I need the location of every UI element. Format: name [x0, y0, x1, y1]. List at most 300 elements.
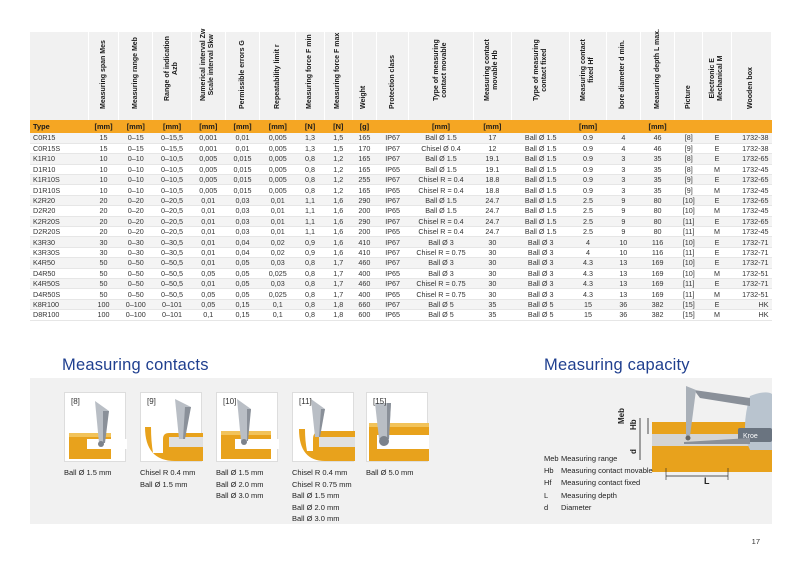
table-cell: 20 [88, 206, 118, 216]
table-cell: 1732-71 [731, 237, 771, 247]
legend-row [544, 453, 653, 465]
table-cell: 410 [352, 247, 376, 257]
table-cell: Ball Ø 5 [512, 310, 570, 320]
table-cell: Ball Ø 1.5 [409, 154, 473, 164]
table-cell: 36 [606, 299, 640, 309]
table-cell: 165 [352, 133, 376, 143]
table-cell: 1,1 [296, 195, 324, 205]
column-header [153, 32, 191, 120]
table-cell: E [703, 143, 731, 153]
table-cell: 13 [606, 289, 640, 299]
table-cell: 4 [570, 237, 606, 247]
table-cell: 1732-71 [731, 278, 771, 288]
type-cell: C0R15 [30, 133, 88, 143]
table-cell: Chisel Ø 0.4 [409, 143, 473, 153]
table-cell: 3 [606, 185, 640, 195]
table-cell: 20 [88, 195, 118, 205]
table-cell: 0,03 [260, 278, 296, 288]
table-cell: 1,5 [324, 143, 352, 153]
table-cell: 0,005 [260, 175, 296, 185]
table-cell: 2.5 [570, 227, 606, 237]
table-cell: 1,1 [296, 227, 324, 237]
table-cell: 400 [352, 268, 376, 278]
legend-key: L [544, 490, 549, 500]
table-cell: 460 [352, 258, 376, 268]
table-cell: [8] [675, 164, 703, 174]
table-cell: 0,005 [260, 154, 296, 164]
table-cell: 169 [640, 289, 674, 299]
contact-label: Ball Ø 1.5 mm [64, 468, 112, 477]
table-cell: 0–10 [119, 185, 153, 195]
unit-cell: [N] [296, 120, 324, 133]
table-cell: Chisel R = 0.4 [409, 185, 473, 195]
table-cell: 116 [640, 237, 674, 247]
table-cell: 1,3 [296, 143, 324, 153]
table-cell: 0.9 [570, 175, 606, 185]
table-cell: 1732-65 [731, 175, 771, 185]
table-cell: Ball Ø 1.5 [512, 164, 570, 174]
table-cell: 1732-65 [731, 195, 771, 205]
legend-row [544, 490, 653, 502]
table-row [30, 227, 772, 237]
table-cell: 13 [606, 278, 640, 288]
table-cell: [10] [675, 237, 703, 247]
table-cell: 1732-45 [731, 164, 771, 174]
table-cell: 0–50,5 [153, 289, 191, 299]
table-cell: 0,01 [191, 206, 225, 216]
table-cell: Chisel R = 0.75 [409, 278, 473, 288]
contact-image-10 [216, 392, 278, 462]
table-cell: 255 [352, 175, 376, 185]
table-row [30, 310, 772, 320]
column-header-label: Repeatability limit r [273, 44, 281, 109]
table-cell: 0,025 [260, 268, 296, 278]
contact-labels-8 [64, 467, 112, 479]
brand-label: Kroe [743, 433, 758, 440]
table-cell: 0,02 [260, 237, 296, 247]
table-cell: 165 [352, 185, 376, 195]
table-cell: Ball Ø 1.5 [512, 185, 570, 195]
table-cell: 0–15 [119, 143, 153, 153]
table-cell: 0,025 [260, 289, 296, 299]
contact-number: [10] [223, 397, 237, 406]
type-cell: D4R50S [30, 289, 88, 299]
contact-number: [8] [71, 397, 80, 406]
table-cell: [11] [675, 289, 703, 299]
column-header [191, 28, 225, 120]
table-cell: M [703, 310, 731, 320]
table-row [30, 216, 772, 226]
table-cell: 1732-45 [731, 206, 771, 216]
table-cell: 1,8 [324, 310, 352, 320]
table-cell: 0,015 [225, 154, 259, 164]
table-cell: 0–50,5 [153, 258, 191, 268]
table-cell: 35 [640, 154, 674, 164]
table-row [30, 268, 772, 278]
contact-label: Chisel R 0.4 mm [140, 468, 196, 477]
table-cell: 15 [88, 143, 118, 153]
legend-text: Diameter [561, 502, 592, 512]
table-cell: 0,01 [191, 247, 225, 257]
table-cell: 0,01 [191, 216, 225, 226]
unit-cell [703, 120, 731, 133]
contact-ball [686, 436, 691, 441]
type-cell: K1R10 [30, 154, 88, 164]
column-header [703, 32, 731, 120]
column-header [606, 32, 640, 120]
table-cell: 0–30 [119, 247, 153, 257]
table-cell: E [703, 237, 731, 247]
type-cell: C0R15S [30, 143, 88, 153]
table-row [30, 299, 772, 309]
type-cell: K3R30S [30, 247, 88, 257]
table-cell: Ball Ø 1.5 [512, 216, 570, 226]
table-cell: 0,01 [225, 143, 259, 153]
d-label: d [629, 449, 638, 454]
unit-cell: [mm] [260, 120, 296, 133]
table-cell: 30 [473, 237, 511, 247]
contact-label: Ball Ø 2.0 mm [216, 479, 264, 489]
table-cell: 0,8 [296, 185, 324, 195]
contact-label: Ball Ø 5.0 mm [366, 468, 414, 477]
unit-cell: [g] [352, 120, 376, 133]
table-cell: 0,04 [225, 247, 259, 257]
column-header-label: Measuring depth L max. [653, 29, 661, 109]
contact-label: Ball Ø 3.0 mm [216, 491, 264, 500]
table-cell: 0–20 [119, 227, 153, 237]
table-cell: 0–101 [153, 310, 191, 320]
table-cell: [11] [675, 227, 703, 237]
table-cell: 100 [88, 299, 118, 309]
gauge-arm-upper [694, 390, 750, 406]
table-cell: 0,01 [260, 206, 296, 216]
table-cell: 1732-45 [731, 227, 771, 237]
table-cell: 0–50 [119, 289, 153, 299]
l-label: L [704, 476, 710, 486]
table-cell: 169 [640, 278, 674, 288]
table-cell: 24.7 [473, 195, 511, 205]
contact-number: [11] [299, 397, 312, 406]
table-cell: 0.9 [570, 185, 606, 195]
type-cell: D2R20 [30, 206, 88, 216]
table-row [30, 247, 772, 257]
table-cell: 0,005 [260, 185, 296, 195]
table-cell: 0,01 [260, 195, 296, 205]
table-row [30, 258, 772, 268]
table-cell: 0,8 [296, 268, 324, 278]
table-cell: 0,8 [296, 154, 324, 164]
contact-number: [15] [373, 397, 387, 406]
table-cell: 0,005 [260, 133, 296, 143]
column-header-label: Measuring range Meb [131, 37, 139, 109]
contact-label: Chisel R 0.4 mm [292, 468, 348, 477]
table-cell: 1,1 [296, 206, 324, 216]
header-row [30, 32, 772, 120]
table-cell: Chisel R = 0.4 [409, 216, 473, 226]
table-cell: 0,01 [191, 195, 225, 205]
table-cell: 0,02 [260, 247, 296, 257]
table-cell: 10 [88, 185, 118, 195]
unit-cell: [mm] [225, 120, 259, 133]
table-cell: 0–20,5 [153, 216, 191, 226]
table-cell: 0–50 [119, 268, 153, 278]
table-cell: 410 [352, 237, 376, 247]
table-row [30, 185, 772, 195]
type-cell: D2R20S [30, 227, 88, 237]
contact-label: Ball Ø 1.5 mm [216, 468, 264, 477]
table-cell: 24.7 [473, 227, 511, 237]
column-header [324, 32, 352, 120]
table-cell: 0,05 [191, 299, 225, 309]
table-cell: 30 [88, 247, 118, 257]
table-cell: 0–20 [119, 206, 153, 216]
table-cell: 3 [606, 154, 640, 164]
table-cell: 30 [473, 247, 511, 257]
column-header [377, 32, 409, 120]
table-row [30, 278, 772, 288]
table-cell: 1,5 [324, 133, 352, 143]
table-cell: 0,05 [191, 268, 225, 278]
column-header [409, 32, 473, 120]
measuring-capacity-title: Measuring capacity [544, 356, 690, 374]
table-cell: 10 [88, 164, 118, 174]
table-cell: 1,3 [296, 133, 324, 143]
table-cell: Ball Ø 1.5 [409, 206, 473, 216]
table-cell: IP65 [377, 206, 409, 216]
page-number: 17 [751, 537, 760, 546]
table-cell: 0,8 [296, 289, 324, 299]
contact-number: [9] [147, 397, 156, 406]
contact-label: Ball Ø 1.5 mm [140, 479, 188, 489]
table-cell: IP67 [377, 154, 409, 164]
table-cell: Ball Ø 1.5 [512, 227, 570, 237]
table-cell: Chisel R = 0.4 [409, 227, 473, 237]
column-header [260, 32, 296, 120]
table-cell: IP65 [377, 289, 409, 299]
table-cell: IP65 [377, 268, 409, 278]
column-header-label: Electronic E Mechanical M [708, 55, 724, 101]
column-header-label: Range of indication Azb [164, 36, 180, 101]
legend-text: Measuring contact fixed [561, 478, 641, 488]
table-cell: 0–15 [119, 133, 153, 143]
table-cell: IP67 [377, 237, 409, 247]
table-cell: 1732-51 [731, 268, 771, 278]
table-cell: 660 [352, 299, 376, 309]
table-row [30, 175, 772, 185]
table-cell: 0–100 [119, 299, 153, 309]
table-cell: 0,05 [225, 289, 259, 299]
table-cell: IP67 [377, 247, 409, 257]
table-cell: 1,6 [324, 195, 352, 205]
table-cell: [9] [675, 143, 703, 153]
table-cell: 10 [88, 154, 118, 164]
table-cell: 35 [473, 299, 511, 309]
table-cell: 1,1 [296, 216, 324, 226]
table-cell: Chisel R = 0.4 [409, 175, 473, 185]
unit-cell: [mm] [640, 120, 674, 133]
table-cell: 1,6 [324, 216, 352, 226]
measuring-contacts-title: Measuring contacts [62, 356, 209, 374]
table-cell: 2.5 [570, 195, 606, 205]
table-cell: 24.7 [473, 206, 511, 216]
table-cell: 0–20,5 [153, 206, 191, 216]
column-header [296, 32, 324, 120]
table-cell: 1732-38 [731, 143, 771, 153]
table-cell: 80 [640, 227, 674, 237]
table-cell: Ball Ø 3 [512, 289, 570, 299]
table-row [30, 289, 772, 299]
legend-row [544, 477, 653, 489]
table-cell: 0–20 [119, 195, 153, 205]
table-cell: 35 [640, 175, 674, 185]
table-cell: 169 [640, 258, 674, 268]
table-cell: 1732-71 [731, 247, 771, 257]
table-cell: 12 [473, 143, 511, 153]
contact-label: Ball Ø 1.5 mm [292, 491, 340, 500]
table-cell: 0–10,5 [153, 164, 191, 174]
table-cell: 0,8 [296, 164, 324, 174]
table-cell: 19.1 [473, 164, 511, 174]
measuring-legend [544, 453, 653, 514]
column-header [570, 32, 606, 120]
table-row [30, 237, 772, 247]
legend-row [544, 502, 653, 514]
table-cell: IP65 [377, 164, 409, 174]
column-header-label: Measuring force F min [306, 34, 314, 109]
table-cell: 0–20,5 [153, 195, 191, 205]
table-cell: 4.3 [570, 278, 606, 288]
table-cell: 13 [606, 258, 640, 268]
table-cell: 0,005 [191, 154, 225, 164]
table-cell: M [703, 268, 731, 278]
table-cell: 1,8 [324, 299, 352, 309]
table-cell: IP67 [377, 299, 409, 309]
table-cell: M [703, 289, 731, 299]
table-cell: E [703, 175, 731, 185]
table-cell: IP67 [377, 143, 409, 153]
contact-labels-11 [292, 467, 352, 525]
table-cell: 460 [352, 278, 376, 288]
type-cell: K3R30 [30, 237, 88, 247]
table-cell: E [703, 278, 731, 288]
table-cell: 0,001 [191, 133, 225, 143]
table-cell: IP67 [377, 133, 409, 143]
unit-cell [675, 120, 703, 133]
table-cell: 382 [640, 299, 674, 309]
table-cell: 0.9 [570, 143, 606, 153]
meb-label: Meb [617, 408, 626, 424]
column-header-label: bore diameter d min. [619, 40, 627, 109]
unit-cell: [mm] [153, 120, 191, 133]
table-cell: Ball Ø 1.5 [409, 164, 473, 174]
table-cell: 1,2 [324, 164, 352, 174]
unit-cell: [mm] [570, 120, 606, 133]
contact-label: Ball Ø 3.0 mm [292, 514, 340, 523]
table-cell: 15 [88, 133, 118, 143]
table-cell: E [703, 216, 731, 226]
table-cell: E [703, 154, 731, 164]
table-cell: 1,2 [324, 154, 352, 164]
table-cell: M [703, 164, 731, 174]
table-cell: 18.8 [473, 185, 511, 195]
table-cell: 0,8 [296, 310, 324, 320]
table-cell: Ball Ø 1.5 [409, 195, 473, 205]
legend-text: Measuring contact movable [561, 466, 653, 476]
table-cell: 0–30,5 [153, 247, 191, 257]
column-header-label: Picture [684, 85, 692, 109]
table-cell: 80 [640, 216, 674, 226]
table-cell: 9 [606, 216, 640, 226]
table-row [30, 143, 772, 153]
table-cell: 2.5 [570, 216, 606, 226]
spec-table-wrap [30, 28, 772, 321]
table-cell: 10 [606, 237, 640, 247]
table-cell: 1732-45 [731, 185, 771, 195]
column-header-label: Type of measuring contact fixed [532, 39, 548, 101]
table-cell: 20 [88, 227, 118, 237]
table-cell: 80 [640, 206, 674, 216]
table-cell: 50 [88, 289, 118, 299]
table-cell: 165 [352, 164, 376, 174]
table-cell: 0,1 [260, 299, 296, 309]
table-cell: 0,15 [225, 310, 259, 320]
table-cell: 46 [640, 133, 674, 143]
column-header-label: Measuring force F max [334, 32, 342, 109]
table-cell: Ball Ø 5 [409, 299, 473, 309]
table-cell: 0,005 [260, 143, 296, 153]
table-cell: 0,01 [191, 237, 225, 247]
table-cell: 200 [352, 227, 376, 237]
table-cell: 4.3 [570, 289, 606, 299]
table-cell: 17 [473, 133, 511, 143]
table-cell: 0,8 [296, 258, 324, 268]
table-cell: 0–10,5 [153, 185, 191, 195]
table-cell: 4 [570, 247, 606, 257]
table-cell: 0–50,5 [153, 268, 191, 278]
table-cell: 0,05 [225, 268, 259, 278]
unit-cell: [mm] [119, 120, 153, 133]
table-cell: 0,9 [296, 247, 324, 257]
column-header [88, 32, 118, 120]
type-cell: K2R20S [30, 216, 88, 226]
table-cell: 10 [88, 175, 118, 185]
table-row [30, 154, 772, 164]
table-cell: Ball Ø 3 [512, 268, 570, 278]
table-cell: 20 [88, 216, 118, 226]
table-cell: [11] [675, 216, 703, 226]
table-cell: Chisel R = 0.75 [409, 247, 473, 257]
table-cell: 0,015 [225, 175, 259, 185]
unit-cell: [mm] [409, 120, 473, 133]
column-header-label: Permissible errors G [238, 40, 246, 109]
table-cell: 382 [640, 310, 674, 320]
unit-cell [731, 120, 771, 133]
table-cell: 0.9 [570, 164, 606, 174]
table-cell: 0–20 [119, 216, 153, 226]
table-cell: IP67 [377, 175, 409, 185]
table-cell: 0–50 [119, 258, 153, 268]
table-cell: 0–15,5 [153, 143, 191, 153]
table-cell: 0,005 [191, 175, 225, 185]
type-cell: K1R10S [30, 175, 88, 185]
table-cell: 290 [352, 216, 376, 226]
table-cell: 1,7 [324, 289, 352, 299]
table-cell: 0–101 [153, 299, 191, 309]
column-header-label: Weight [360, 85, 368, 109]
table-cell: 50 [88, 278, 118, 288]
column-header [640, 29, 674, 120]
table-cell: 18.8 [473, 175, 511, 185]
